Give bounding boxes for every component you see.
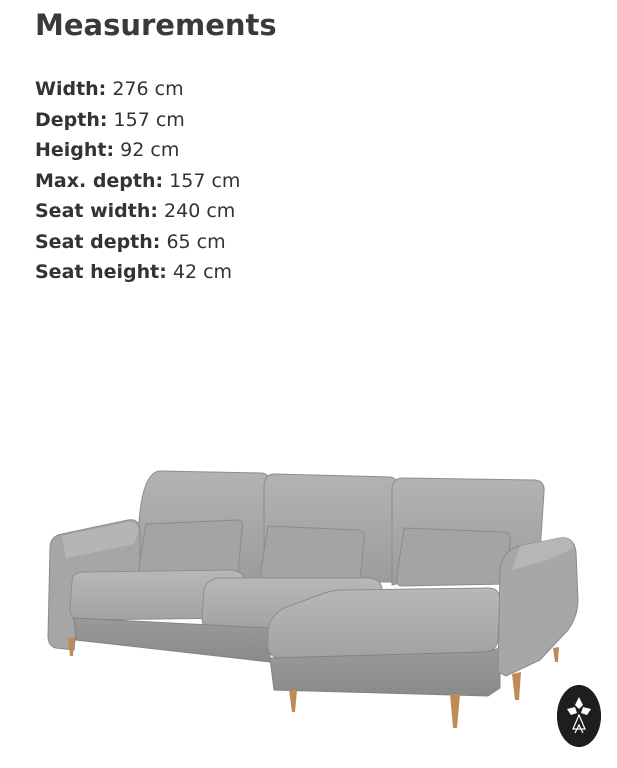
measurement-seat-depth [35,227,240,258]
pillow-middle [261,526,365,580]
measurements-list [35,74,240,288]
pillow-left [139,520,243,574]
measurement-value: 65 cm [166,230,226,253]
measurement-width [35,74,240,105]
measurement-label: Seat height: [35,261,167,283]
measurement-depth [35,105,240,136]
measurement-value: 42 cm [172,261,233,283]
leg-back-right [553,647,559,662]
sofa-product-image [0,440,617,768]
leg-front-middle [289,690,297,712]
measurement-label: Height: [35,139,115,161]
pillow-right [397,528,511,586]
measurement-max-depth [35,166,240,197]
measurement-height [35,135,240,166]
measurement-seat-width [35,196,240,227]
measurement-value: 157 cm [169,169,241,192]
leg-right-arm [512,672,521,700]
measurement-seat-height [35,257,240,288]
measurement-label: Seat depth: [35,230,161,253]
page-title: Measurements [35,8,277,42]
measurement-label: Width: [35,78,107,100]
leg-front-chaise [450,694,460,728]
measurement-label: Seat width: [35,200,158,222]
measurement-value: 240 cm [164,200,236,222]
measurement-value: 92 cm [120,139,180,161]
measurement-value: 157 cm [113,108,185,131]
watermark-badge [557,685,601,747]
measurement-value: 276 cm [112,78,184,100]
measurement-label: Max. depth: [35,169,164,192]
measurement-label: Depth: [35,108,108,131]
